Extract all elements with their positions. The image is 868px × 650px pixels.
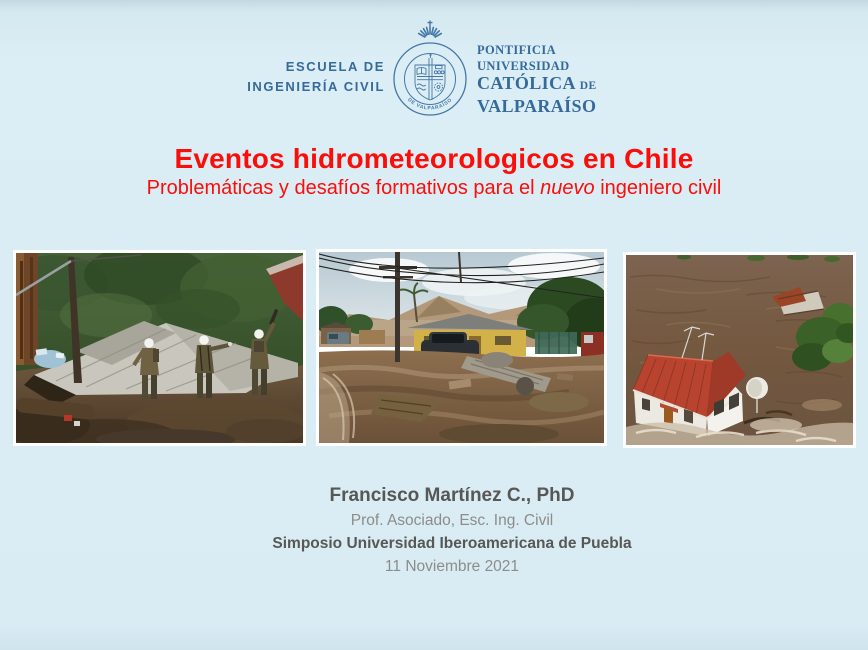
university-line-3 [477, 74, 597, 97]
slide-subtitle [0, 177, 868, 200]
school-line-2: INGENIERÍA CIVIL [247, 79, 385, 94]
photo-mudflow-village [316, 249, 607, 446]
university-name-block [477, 42, 597, 116]
university-line-1: PONTIFICIA [477, 43, 557, 57]
author-role: Prof. Asociado, Esc. Ing. Civil [350, 512, 554, 529]
subtitle-post: ingeniero civil [594, 177, 722, 199]
seal-arc-bottom-text: DE VALPARAÍSO [406, 97, 454, 112]
university-line-4: VALPARAÍSO [477, 95, 597, 116]
seal-top-cross [428, 21, 433, 27]
slide-title: Eventos hidrometeorologicos en Chile [174, 143, 694, 174]
author-name: Francisco Martínez C., PhD [329, 485, 575, 506]
seal-shield [415, 53, 445, 100]
event-name: Simposio Universidad Iberoamericana de Puebla [272, 535, 632, 552]
photo-flooded-house [623, 252, 856, 448]
university-de: DE [579, 80, 597, 92]
photo-mudflow-village-image [319, 252, 604, 443]
seal-sunburst [419, 27, 442, 37]
subtitle-italic-word: nuevo [540, 177, 595, 199]
footer-credits [18, 482, 868, 578]
photo-rescue-workers-image [16, 253, 303, 443]
university-line-2: UNIVERSIDAD [477, 59, 570, 73]
university-seal-icon [391, 20, 469, 120]
photo-flooded-house-image [626, 255, 853, 445]
university-catolica: CATÓLICA [477, 73, 575, 93]
subtitle-pre: Problemáticas y desafíos formativos para el [146, 177, 541, 199]
photo-rescue-workers [13, 250, 306, 446]
event-date: 11 Noviembre 2021 [384, 558, 520, 575]
school-line-1: ESCUELA DE [285, 59, 385, 74]
school-name-block [247, 57, 385, 97]
